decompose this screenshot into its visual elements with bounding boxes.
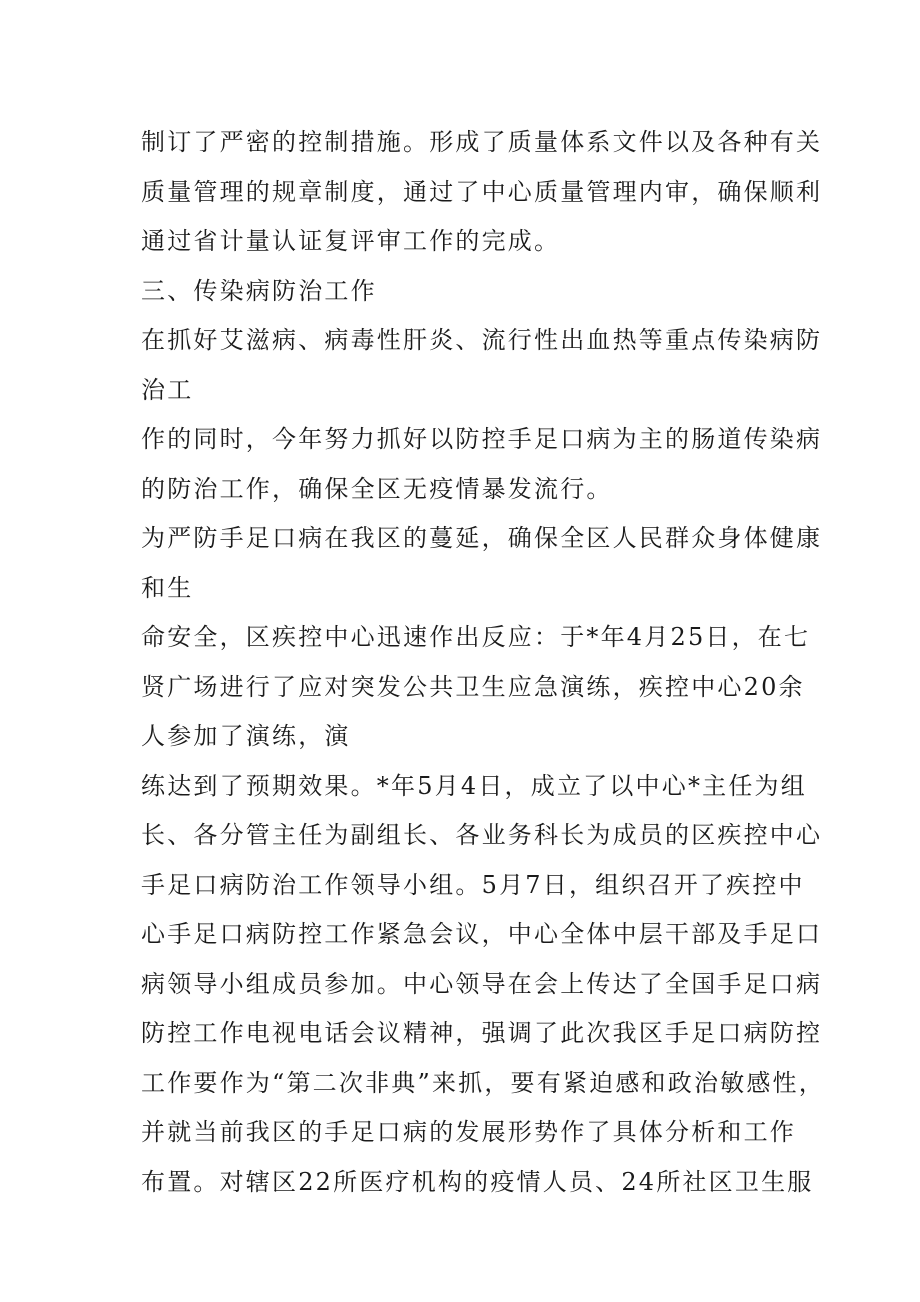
text-line: 手足口病防治工作领导小组。5月7日，组织召开了疾控中 xyxy=(141,870,805,899)
text-line: 病领导小组成员参加。中心领导在会上传达了全国手足口病 xyxy=(141,969,823,998)
document-body xyxy=(141,118,825,1207)
text-line: 为严防手足口病在我区的蔓延，确保全区人民群众身体健康 xyxy=(141,524,823,552)
text-line: 并就当前我区的手足口病的发展形势作了具体分析和工作 xyxy=(141,1118,796,1146)
text-line: 治工 xyxy=(141,375,194,404)
text-line: 命安全，区疾控中心迅速作出反应：于*年4月25日，在七 xyxy=(141,623,811,651)
text-line: 布置。对辖区22所医疗机构的疫情人员、24所社区卫生服 xyxy=(141,1167,814,1196)
text-line: 贤广场进行了应对突发公共卫生应急演练，疾控中心20余 xyxy=(141,672,805,701)
text-line: 的防治工作，确保全区无疫情暴发流行。 xyxy=(141,474,613,503)
text-line: 长、各分管主任为副组长、各业务科长为成员的区疾控中心 xyxy=(141,821,823,849)
text-line: 在抓好艾滋病、病毒性肝炎、流行性出血热等重点传染病防 xyxy=(141,326,823,354)
text-line: 工作要作为“第二次非典”来抓，要有紧迫感和政治敏感性， xyxy=(141,1068,825,1097)
text-line: 制订了严密的控制措施。形成了质量体系文件以及各种有关 xyxy=(141,128,823,156)
text-line: 作的同时，今年努力抓好以防控手足口病为主的肠道传染病 xyxy=(141,425,823,453)
text-line: 练达到了预期效果。*年5月4日，成立了以中心*主任为组 xyxy=(141,771,807,800)
text-line: 和生 xyxy=(141,573,194,602)
text-line: 心手足口病防控工作紧急会议，中心全体中层干部及手足口 xyxy=(141,920,823,948)
text-line: 通过省计量认证复评审工作的完成。 xyxy=(141,227,561,255)
text-line: 人参加了演练，演 xyxy=(141,722,351,750)
section-heading: 三、传染病防治工作 xyxy=(141,276,377,305)
text-line: 防控工作电视电话会议精神，强调了此次我区手足口病防控 xyxy=(141,1019,823,1047)
text-line: 质量管理的规章制度，通过了中心质量管理内审，确保顺利 xyxy=(141,177,823,206)
